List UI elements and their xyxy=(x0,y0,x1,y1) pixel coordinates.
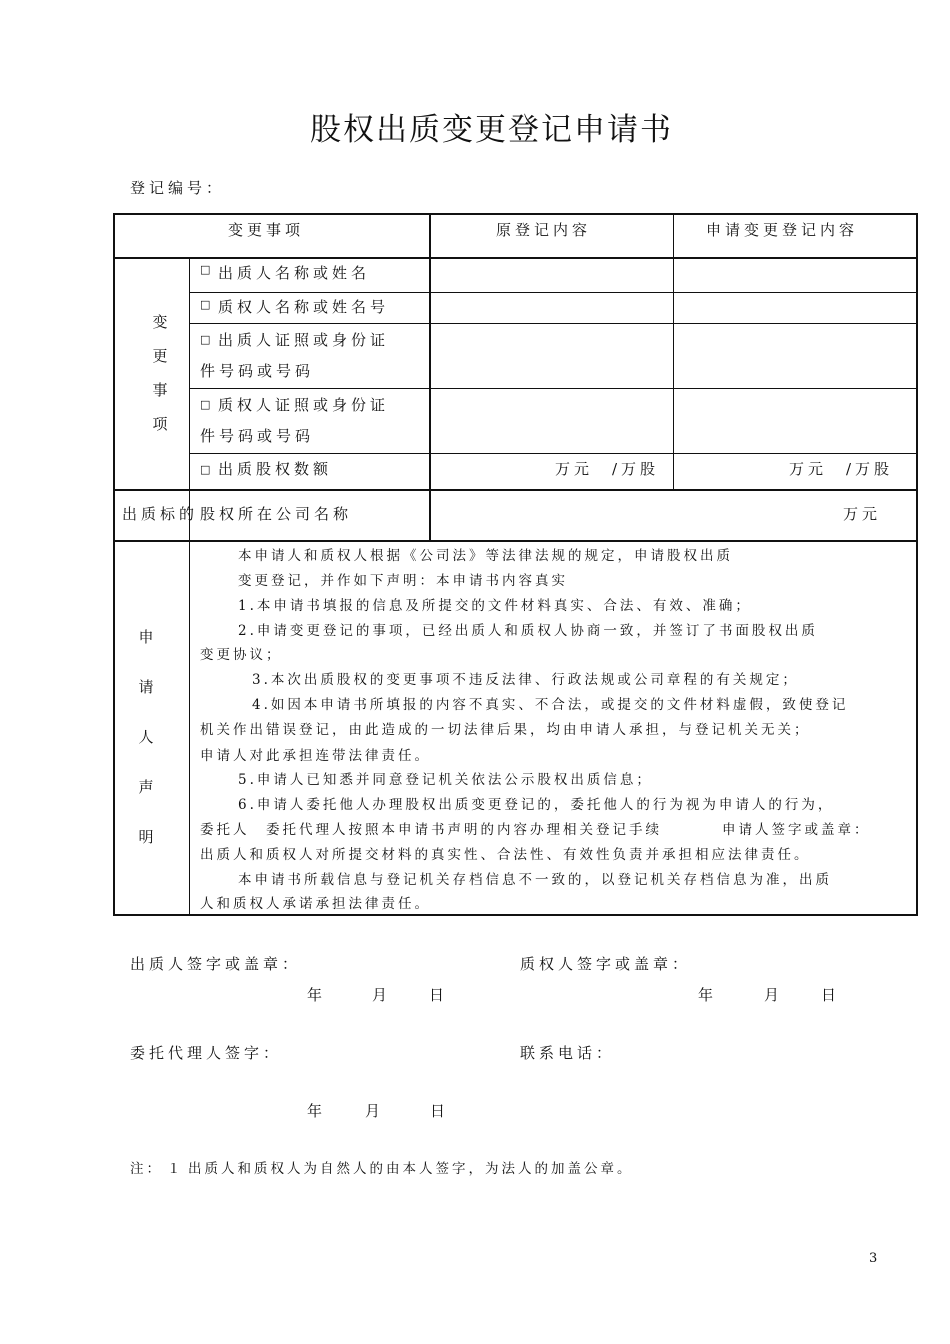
side-label-change-items: 变 更 事 项 xyxy=(152,313,168,433)
pledgee-date-year: 年 xyxy=(698,986,718,1004)
pledgee-date-month: 月 xyxy=(764,986,784,1004)
statement-line: 人和质权人承诺承担法律责任。 xyxy=(200,896,431,912)
statement-line: 变更协议； xyxy=(200,647,283,663)
row-label-pledged-amount: 出质股权数额 xyxy=(218,460,333,478)
header-original-content: 原登记内容 xyxy=(496,221,592,239)
pledgor-date-year: 年 xyxy=(307,986,327,1004)
checkbox-pledgee-name[interactable]: □ xyxy=(200,298,211,311)
agent-date-month: 月 xyxy=(365,1102,385,1120)
agent-signature-label: 委托代理人签字： xyxy=(130,1044,283,1062)
page-title: 股权出质变更登记申请书 xyxy=(310,112,673,148)
original-amount-unit: 万元 /万股 xyxy=(555,460,660,478)
pledgee-date-day: 日 xyxy=(821,986,841,1004)
side-label-applicant-statement: 申 请 人 声 明 xyxy=(138,628,154,846)
new-amount-unit: 万元 /万股 xyxy=(789,460,894,478)
statement-line: 5.申请人已知悉并同意登记机关依法公示股权出质信息； xyxy=(238,772,653,788)
row-label-pledgee-id: 质权人证照或身份证 xyxy=(218,396,390,414)
target-amount-unit: 万元 xyxy=(843,505,882,523)
row-label-pledgee-id-line2: 件号码或号码 xyxy=(200,427,315,445)
row-label-pledgee-name: 质权人名称或姓名号 xyxy=(218,298,390,316)
page-number: 3 xyxy=(869,1251,878,1266)
statement-signature-label: 申请人签字或盖章： xyxy=(722,822,871,838)
statement-line: 本申请书所载信息与登记机关存档信息不一致的，以登记机关存档信息为准，出质 xyxy=(238,872,832,888)
agent-date-year: 年 xyxy=(307,1102,327,1120)
registration-number-label: 登记编号： xyxy=(130,179,256,197)
header-change-item: 变更事项 xyxy=(228,221,305,239)
row-label-pledgor-id-line2: 件号码或号码 xyxy=(200,362,315,380)
pledgor-date-day: 日 xyxy=(429,986,449,1004)
statement-line: 申请人对此承担连带法律责任。 xyxy=(200,748,431,764)
statement-line: 机关作出错误登记，由此造成的一切法律后果，均由申请人承担，与登记机关无关； xyxy=(200,722,811,738)
statement-line: 变更登记，并作如下声明：本申请书内容真实 xyxy=(238,573,568,589)
row-label-pledgor-name: 出质人名称或姓名 xyxy=(218,264,371,282)
header-new-content: 申请变更登记内容 xyxy=(706,221,859,239)
checkbox-pledgee-id[interactable]: □ xyxy=(200,398,211,411)
checkbox-pledgor-name[interactable]: □ xyxy=(200,263,211,276)
note-number: １ xyxy=(167,1161,184,1177)
statement-line: 本申请人和质权人根据《公司法》等法律法规的规定，申请股权出质 xyxy=(238,548,733,564)
statement-line: 3.本次出质股权的变更事项不违反法律、行政法规或公司章程的有关规定； xyxy=(252,672,799,688)
statement-line: 出质人和质权人对所提交材料的真实性、合法性、有效性负责并承担相应法律责任。 xyxy=(200,847,811,863)
statement-line: 1.本申请书填报的信息及所提交的文件材料真实、合法、有效、准确； xyxy=(238,598,752,614)
row-label-pledgor-id: 出质人证照或身份证 xyxy=(218,331,390,349)
checkbox-pledgor-id[interactable]: □ xyxy=(200,333,211,346)
statement-line: 6.申请人委托他人办理股权出质变更登记的，委托他人的行为视为申请人的行为， xyxy=(238,797,835,813)
checkbox-pledged-amount[interactable]: □ xyxy=(200,463,211,476)
agent-date-day: 日 xyxy=(430,1102,450,1120)
note-label: 注： xyxy=(130,1161,163,1177)
statement-line: 委托人 委托代理人按照本申请书声明的内容办理相关登记手续 xyxy=(200,822,662,838)
statement-line: 4.如因本申请书所填报的内容不真实、不合法，或提交的文件材料虚假，致使登记 xyxy=(252,697,849,713)
pledgee-signature-label: 质权人签字或盖章： xyxy=(520,955,692,973)
statement-line: 2.申请变更登记的事项，已经出质人和质权人协商一致，并签订了书面股权出质 xyxy=(238,623,818,639)
pledgor-date-month: 月 xyxy=(372,986,392,1004)
contact-phone-label: 联系电话： xyxy=(520,1044,616,1062)
note-text: 出质人和质权人为自然人的由本人签字，为法人的加盖公章。 xyxy=(188,1161,634,1177)
pledgor-signature-label: 出质人签字或盖章： xyxy=(130,955,302,973)
target-company-label: 股权所在公司名称 xyxy=(200,505,353,523)
pledge-target-label: 出质标的 xyxy=(122,505,199,523)
